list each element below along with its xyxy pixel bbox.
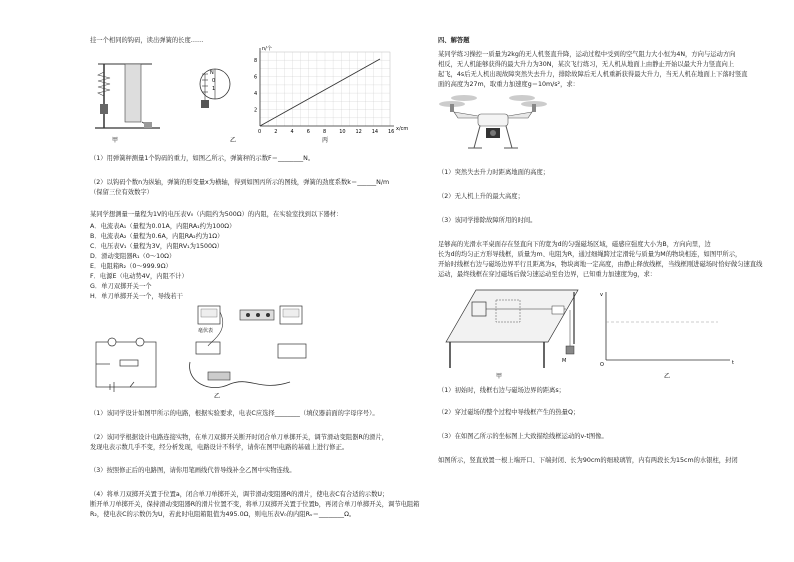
item-e: E．电阻箱R₂（0～999.9Ω） — [90, 263, 172, 270]
r-p2-b: 长为d的均匀正方形导线框，质量为m、电阻为R，通过细绳跨过定滑轮与质量为M的物块相连，如图甲所示， — [438, 251, 742, 258]
p2-q2-text-b: 发现电表示数几乎不变，经分析发现，电路设计不科学，请你在图甲电路的基础上进行修正。 — [90, 444, 349, 451]
item-f: F．电源E（电动势4V，内阻不计） — [90, 273, 188, 280]
n-x-line — [260, 59, 380, 126]
v-axis-label: v — [600, 292, 603, 298]
mass-label: M — [562, 358, 567, 364]
x-unit-label: x/cm — [396, 126, 409, 132]
r-p1-c: 起飞，4s后无人机出现故障突然失去升力，排除故障后无人机重新获得最大升力，当无人机在地面上下落时竖直 — [438, 71, 748, 78]
y-tick-label: 2 — [254, 107, 258, 114]
item-g: G．单刀双掷开关一个 — [90, 283, 152, 290]
spring-experiment-figure — [90, 44, 420, 149]
r2-q3: （3）在如图乙所示的坐标图上大致描绘线框运动的v-t图像。 — [438, 433, 608, 440]
problem2-intro: 某同学想测量一量程为1V的电压表V₀（内阻约为500Ω）的内阻，在实验室找到以下器材： — [90, 211, 343, 218]
r3-text: 如图所示，竖直放置一根上端开口、下端封闭、长为90cm的细玻璃管，内有两段长为15cm的水银柱，封闭 — [438, 457, 738, 464]
q2-text-b: （保留三位有效数字） — [90, 189, 153, 196]
label-jia: 甲 — [112, 137, 119, 144]
label-bing: 丙 — [322, 137, 329, 144]
r-q3: （3）该同学排除故障所用的时间。 — [438, 217, 537, 224]
r-p2-d: 运动，最终线框在穿过磁场后做匀速运动至台边界，已知重力加速度为g，求： — [438, 271, 657, 278]
x-tick-label: 10 — [339, 129, 346, 135]
svg-text:0: 0 — [212, 78, 216, 84]
y-unit-label: n/个 — [262, 46, 272, 52]
r-q1: （1）突然失去升力时距离地面的高度； — [438, 169, 550, 176]
x-tick-label: 12 — [355, 129, 362, 135]
p2-q2-text-a: （2）该同学根据设计电路连接实物，在单刀双掷开关断开时闭合单刀单掷开关，调节滑动变阻器R的滑片， — [90, 434, 389, 441]
x-tick-label: 14 — [371, 129, 379, 135]
q2-text-a: （2）以钩码个数n为纵轴，弹簧的形变量x为横轴，得到如图丙所示的图线，弹簧的劲度系数k＝______N/m — [90, 179, 390, 186]
apparatus-jia — [95, 64, 160, 144]
r-p1-d: 面的高度为27m，取重力加速度g＝10m/s²，求： — [438, 81, 579, 88]
left-intro: 挂一个相同的钩码，读出弹簧的长度…… — [90, 37, 204, 44]
r-p1-b: 相反，无人机能够获得的最大升力为30N，某次飞行练习，无人机从地面上由静止开始以最大升力竖直向上 — [438, 61, 735, 68]
origin-label: O — [600, 362, 604, 368]
item-a: A．电流表A₁（量程为0.01A，内阻RA₁约为100Ω） — [90, 223, 236, 230]
svg-text:1: 1 — [212, 86, 216, 92]
x-tick-label: 4 — [290, 129, 294, 135]
table-jia — [446, 290, 578, 380]
r-p2-a: 足够高的光滑水平桌面存在竖直向下的宽为d的匀强磁场区域，磁感应强度大小为B，方向向里，边 — [438, 241, 711, 248]
r2-q1: （1）初始时，线框右边与磁场边界的距离s； — [438, 387, 565, 394]
x-tick-label: 0 — [258, 129, 262, 135]
circuit-yi — [190, 306, 306, 400]
drone-image — [438, 92, 548, 162]
y-tick-label: 4 — [254, 91, 258, 98]
p2-q4-text-c: R₂，使电表C的示数仍为U，若此时电阻箱阻值为495.0Ω，则电压表V₀的内阻Rᵥ＝________Ω。 — [90, 511, 356, 518]
item-d: D．滑动变阻器R₁（0～10Ω） — [90, 253, 176, 260]
item-h: H．单刀单掷开关一个，导线若干 — [90, 293, 183, 300]
circuit-jia — [96, 338, 156, 392]
y-tick-label: 6 — [254, 74, 258, 81]
r-p2-c: 开始时线框右边与磁场边界平行且距离为s，物块离地一定高度，由静止释放线框，当线框刚进磁场时恰好做匀速直线 — [438, 261, 763, 268]
t-axis-label: t — [732, 360, 734, 366]
p2-q3-text: （3）按照修正后的电路图，请你用笔画线代替导线补全乙图中实物连线。 — [90, 467, 296, 474]
graph-bing — [254, 45, 408, 144]
r-p1-a: 某同学练习操控一质量为2kg的无人机竖直升降，运动过程中受到的空气阻力大小恒为4N，方向与运动方向 — [438, 51, 736, 58]
section-title: 四、解答题 — [438, 37, 470, 44]
x-tick-label: 16 — [388, 129, 395, 135]
p2-q4-text-a: （4）将单刀双掷开关置于位置a，闭合单刀单掷开关，调节滑动变阻器R的滑片，使电表C有合适的示数U； — [90, 491, 389, 498]
q1-text: （1）用弹簧秤测量1个钩码的重力，如图乙所示，弹簧秤的示数F＝________N。 — [90, 155, 315, 162]
p2-q1-text: （1）该同学设计如图甲所示的电路，根据实验要求，电表C应选择________（填仪器前面的字母序号）。 — [90, 410, 379, 417]
r-q2: （2）无人机上升的最大高度； — [438, 193, 524, 200]
vt-axes-yi — [600, 292, 734, 380]
y-tick-label: 8 — [254, 58, 258, 65]
circuit-label-yi: 乙 — [214, 393, 221, 400]
svg-text:N: N — [210, 70, 214, 76]
x-tick-label: 8 — [323, 129, 327, 135]
table-label-jia: 甲 — [496, 373, 503, 380]
millivoltmeter-label: 毫伏表 — [198, 328, 214, 334]
r2-q2: （2）穿过磁场的整个过程中导线框产生的热量Q； — [438, 409, 580, 416]
item-b: B．电流表A₂（量程为0.6A，内阻RA₂约为1Ω） — [90, 233, 224, 240]
label-yi: 乙 — [230, 137, 237, 144]
circuit-figure — [90, 302, 420, 402]
item-c: C．电压表V₁（量程为3V，内阻RV₁为1500Ω） — [90, 243, 224, 250]
x-tick-label: 6 — [306, 129, 310, 135]
p2-q4-text-b: 断开单刀单掷开关，保持滑动变阻器R的滑片位置不变，将单刀双掷开关置于位置b，再闭合单刀单掷开关，调节电阻箱 — [90, 501, 420, 508]
apparatus-yi — [200, 69, 236, 144]
axes-label-yi: 乙 — [664, 373, 671, 380]
magnetic-field-figure — [438, 282, 768, 382]
x-tick-label: 2 — [274, 129, 278, 135]
